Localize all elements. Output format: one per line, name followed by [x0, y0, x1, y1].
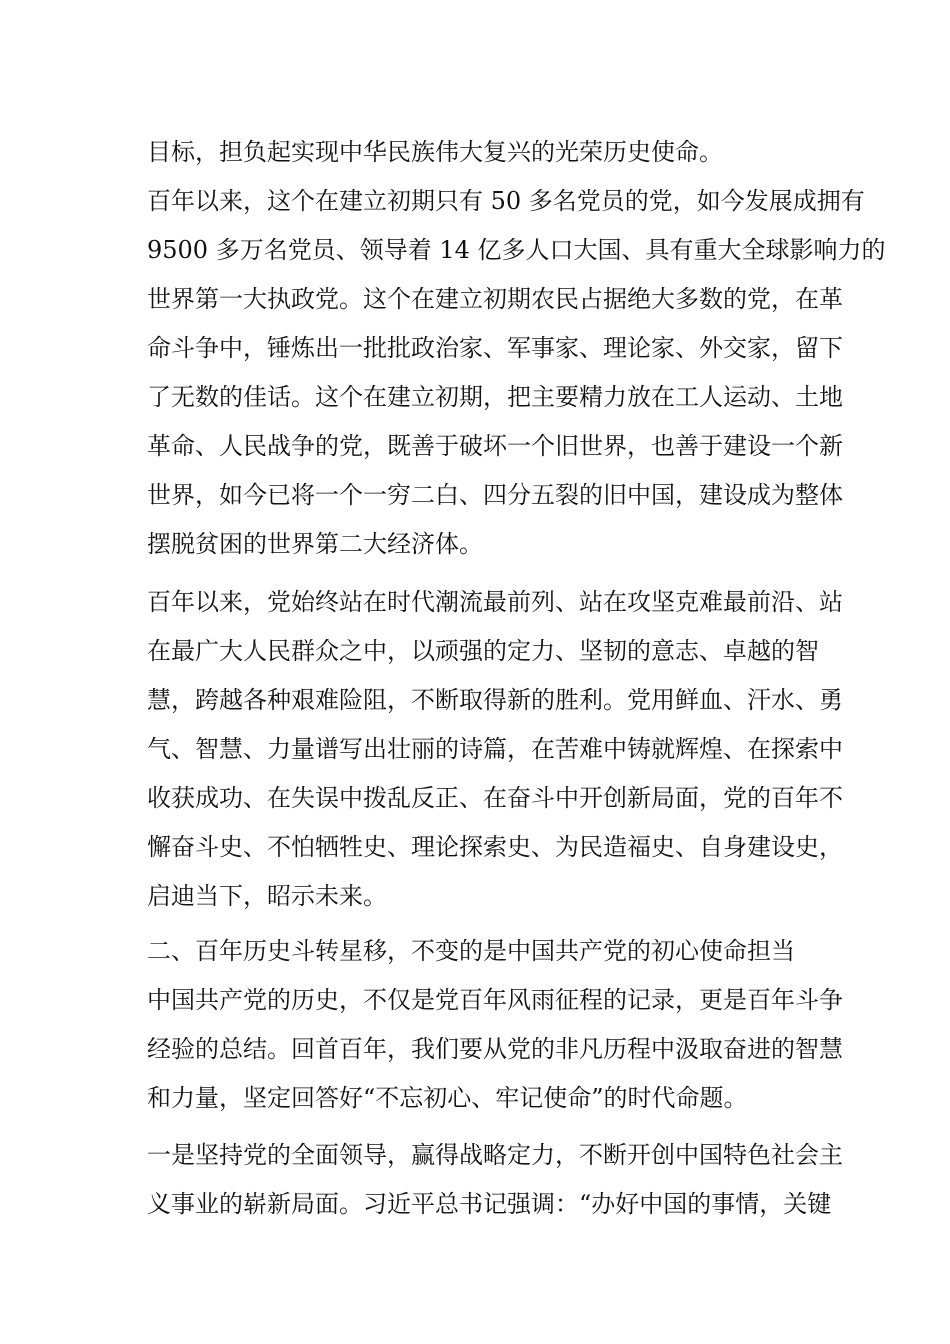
text-line: 命斗争中，锤炼出一批批政治家、军事家、理论家、外交家，留下	[147, 334, 843, 362]
section-heading: 二、百年历史斗转星移，不变的是中国共产党的初心使命担当	[147, 937, 795, 965]
text-line: 启迪当下，昭示未来。	[147, 882, 387, 910]
text-line: 义事业的崭新局面。习近平总书记强调：“办好中国的事情，关键	[147, 1190, 832, 1218]
text-line: 和力量，坚定回答好“不忘初心、牢记使命”的时代命题。	[147, 1084, 748, 1112]
text-line: 百年以来，这个在建立初期只有 50 多名党员的党，如今发展成拥有	[147, 187, 865, 215]
text-line: 9500 多万名党员、领导着 14 亿多人口大国、具有重大全球影响力的	[147, 236, 886, 264]
text-line: 气、智慧、力量谱写出壮丽的诗篇，在苦难中铸就辉煌、在探索中	[147, 735, 843, 763]
text-line: 一是坚持党的全面领导，赢得战略定力，不断开创中国特色社会主	[147, 1141, 843, 1169]
text-line: 慧，跨越各种艰难险阻，不断取得新的胜利。党用鲜血、汗水、勇	[147, 686, 843, 714]
text-line: 革命、人民战争的党，既善于破坏一个旧世界，也善于建设一个新	[147, 432, 843, 460]
text-line: 了无数的佳话。这个在建立初期，把主要精力放在工人运动、土地	[147, 383, 843, 411]
text-line: 世界第一大执政党。这个在建立初期农民占据绝大多数的党，在革	[147, 285, 843, 313]
text-line: 中国共产党的历史，不仅是党百年风雨征程的记录，更是百年斗争	[147, 986, 843, 1014]
text-line: 收获成功、在失误中拨乱反正、在奋斗中开创新局面，党的百年不	[147, 784, 843, 812]
text-line: 百年以来，党始终站在时代潮流最前列、站在攻坚克难最前沿、站	[147, 588, 843, 616]
text-line: 摆脱贫困的世界第二大经济体。	[147, 530, 483, 558]
text-line: 目标，担负起实现中华民族伟大复兴的光荣历史使命。	[147, 138, 723, 166]
text-line: 经验的总结。回首百年，我们要从党的非凡历程中汲取奋进的智慧	[147, 1035, 843, 1063]
text-line: 懈奋斗史、不怕牺牲史、理论探索史、为民造福史、自身建设史，	[147, 833, 843, 861]
text-line: 世界，如今已将一个一穷二白、四分五裂的旧中国，建设成为整体	[147, 481, 843, 509]
text-line: 在最广大人民群众之中，以顽强的定力、坚韧的意志、卓越的智	[147, 637, 819, 665]
